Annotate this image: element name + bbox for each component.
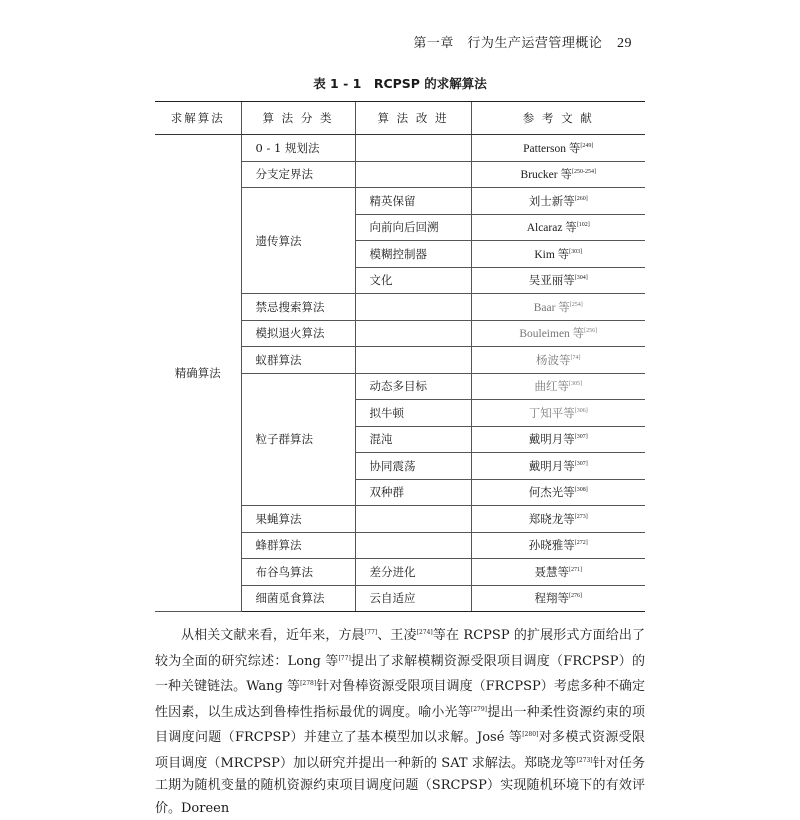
improvement-cell: 模糊控制器: [355, 241, 471, 268]
reference-cell: [471, 267, 645, 294]
improvement-cell: 混沌: [355, 426, 471, 453]
improvement-cell: [355, 294, 471, 321]
reference-citation: [250-254]: [571, 169, 596, 176]
improvement-cell: 拟牛顿: [355, 400, 471, 427]
reference-citation: [308]: [574, 487, 588, 494]
reference-citation: [271]: [569, 566, 582, 573]
reference-text: 丁知平等: [528, 407, 575, 420]
improvement-cell: 差分进化: [355, 559, 471, 586]
improvement-cell: [355, 532, 471, 559]
reference-text: 孙晓雅等: [528, 540, 575, 553]
category-cell: 分支定界法: [241, 161, 355, 188]
reference-cell: [471, 294, 645, 321]
body-paragraph: [155, 622, 645, 820]
reference-text: 吴亚丽等: [528, 275, 575, 288]
reference-citation: [272]: [574, 540, 588, 547]
category-cell: 粒子群算法: [241, 373, 355, 506]
reference-text: Bouleimen 等: [519, 328, 585, 341]
reference-citation: [307]: [574, 434, 588, 441]
reference-cell: [471, 135, 645, 162]
improvement-cell: [355, 506, 471, 533]
reference-citation: [254]: [569, 301, 583, 308]
paragraph-text: 从相关文献来看，近年来，方晨[77]、王凌[274]等在 RCPSP 的扩展形式方面给出了较为全面的研究综述：Long 等[77]提出了求解模糊资源受限项目调度（FRCPSP）的一种关键链法。Wang 等[278]针对鲁棒资源受限项目调度（FRCPSP）考虑多种不确定性因素，以生成达到鲁棒性指标最优的调度。喻小光等[279]提出一种柔性资源约束的项目调度问题（FRCPSP）并建立了基本模型加以求解。José 等[280]对多模式资源受限项目调度（MRCPSP）加以研究并提出一种新的 SAT 求解法。郑晓龙等[273]针对任务工期为随机变量的随机资源约束项目调度问题（SRCPSP）实现随机环境下的有效评价。Doreen: [155, 628, 646, 816]
improvement-cell: [355, 135, 471, 162]
improvement-cell: [355, 347, 471, 374]
category-cell: 蜂群算法: [241, 532, 355, 559]
improvement-cell: 云自适应: [355, 585, 471, 612]
reference-citation: [303]: [569, 248, 583, 255]
category-cell: 禁忌搜索算法: [241, 294, 355, 321]
reference-citation: [306]: [574, 407, 588, 414]
category-cell: 蚁群算法: [241, 347, 355, 374]
reference-text: 程翔等: [534, 593, 569, 606]
reference-cell: [471, 453, 645, 480]
reference-text: Patterson 等: [523, 142, 581, 155]
improvement-cell: 协同震荡: [355, 453, 471, 480]
reference-citation: [305]: [569, 381, 582, 388]
reference-cell: [471, 585, 645, 612]
reference-cell: [471, 506, 645, 533]
header-reference: 参 考 文 献: [471, 102, 645, 135]
reference-cell: [471, 532, 645, 559]
page-number: 29: [617, 36, 632, 51]
reference-citation: [273]: [574, 513, 588, 520]
category-cell: 细菌觅食算法: [241, 585, 355, 612]
reference-cell: [471, 188, 645, 215]
reference-cell: [471, 479, 645, 506]
improvement-cell: [355, 320, 471, 347]
reference-text: 戴明月等: [528, 460, 575, 473]
reference-cell: [471, 161, 645, 188]
reference-text: 郑晓龙等: [528, 513, 575, 526]
reference-text: 何杰光等: [528, 487, 575, 500]
reference-text: 聂慧等: [534, 566, 569, 579]
reference-text: 杨波等: [536, 354, 571, 367]
reference-cell: [471, 241, 645, 268]
reference-citation: [304]: [574, 275, 588, 282]
reference-text: Brucker 等: [520, 169, 572, 182]
reference-citation: [307]: [574, 460, 588, 467]
reference-text: Baar 等: [533, 301, 570, 314]
table-row: [155, 135, 645, 162]
running-head: [413, 32, 632, 52]
header-improvement: 算 法 改 进: [355, 102, 471, 135]
reference-text: 曲红等: [534, 381, 569, 394]
chapter-title: 第一章 行为生产运营管理概论: [413, 36, 603, 51]
improvement-cell: 文化: [355, 267, 471, 294]
reference-citation: [74]: [570, 354, 581, 361]
reference-text: 戴明月等: [528, 434, 575, 447]
header-method: 求解算法: [155, 102, 241, 135]
reference-citation: [256]: [584, 328, 598, 335]
reference-cell: [471, 320, 645, 347]
reference-text: Alcaraz 等: [526, 222, 577, 235]
improvement-cell: 动态多目标: [355, 373, 471, 400]
reference-cell: [471, 373, 645, 400]
improvement-cell: 精英保留: [355, 188, 471, 215]
category-cell: 遗传算法: [241, 188, 355, 294]
reference-cell: [471, 400, 645, 427]
reference-cell: [471, 214, 645, 241]
header-category: 算 法 分 类: [241, 102, 355, 135]
improvement-cell: [355, 161, 471, 188]
table-caption: 表 1 - 1 RCPSP 的求解算法: [313, 76, 487, 91]
category-cell: 布谷鸟算法: [241, 559, 355, 586]
improvement-cell: 向前向后回溯: [355, 214, 471, 241]
reference-cell: [471, 347, 645, 374]
reference-text: 刘士新等: [528, 195, 575, 208]
category-cell: 0 - 1 规划法: [241, 135, 355, 162]
reference-cell: [471, 559, 645, 586]
reference-citation: [249]: [580, 142, 594, 149]
improvement-cell: 双种群: [355, 479, 471, 506]
rcpsp-algorithm-table: [155, 101, 645, 612]
reference-citation: [102]: [576, 222, 590, 229]
reference-citation: [276]: [569, 593, 582, 600]
reference-text: Kim 等: [534, 248, 570, 261]
category-cell: 果蝇算法: [241, 506, 355, 533]
table-header-row: [155, 102, 645, 135]
category-cell: 模拟退火算法: [241, 320, 355, 347]
reference-citation: [260]: [574, 195, 588, 202]
method-cell: 精确算法: [155, 135, 241, 612]
reference-cell: [471, 426, 645, 453]
